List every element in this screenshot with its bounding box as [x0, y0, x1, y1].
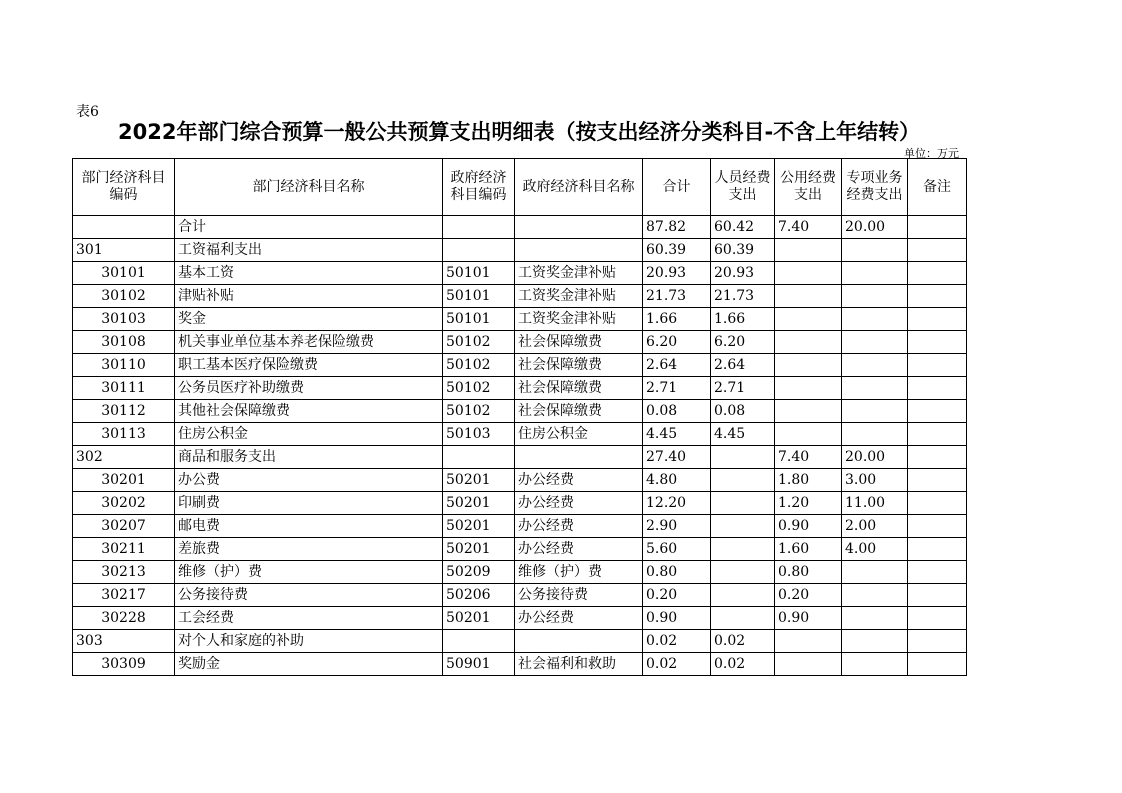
gov-name-cell: 工资奖金津补贴 — [515, 262, 643, 285]
total-cell: 0.20 — [643, 584, 711, 607]
total-cell: 0.02 — [643, 653, 711, 676]
expenditure-table — [72, 158, 967, 676]
header-total: 合计 — [643, 159, 711, 216]
special-cell: 2.00 — [842, 515, 908, 538]
public-cell — [775, 400, 842, 423]
gov-name-cell — [515, 239, 643, 262]
remark-cell — [908, 561, 967, 584]
gov-name-cell: 社会保障缴费 — [515, 331, 643, 354]
public-cell — [775, 262, 842, 285]
table-row — [73, 492, 967, 515]
remark-cell — [908, 285, 967, 308]
total-cell: 0.80 — [643, 561, 711, 584]
table-row — [73, 653, 967, 676]
dept-name-cell: 奖励金 — [175, 653, 443, 676]
header-gov-name: 政府经济科目名称 — [515, 159, 643, 216]
table-row — [73, 262, 967, 285]
gov-name-cell: 工资奖金津补贴 — [515, 308, 643, 331]
dept-name-cell: 奖金 — [175, 308, 443, 331]
dept-name-cell: 住房公积金 — [175, 423, 443, 446]
table-row — [73, 469, 967, 492]
special-cell — [842, 653, 908, 676]
table-row — [73, 354, 967, 377]
gov-code-cell: 50101 — [443, 308, 515, 331]
table-row — [73, 239, 967, 262]
personnel-cell: 20.93 — [711, 262, 775, 285]
table-row — [73, 561, 967, 584]
gov-code-cell: 50103 — [443, 423, 515, 446]
special-cell — [842, 607, 908, 630]
gov-code-cell: 50102 — [443, 331, 515, 354]
gov-name-cell — [515, 446, 643, 469]
gov-code-cell: 50201 — [443, 538, 515, 561]
total-cell: 0.08 — [643, 400, 711, 423]
special-cell — [842, 377, 908, 400]
remark-cell — [908, 607, 967, 630]
dept-name-cell: 公务接待费 — [175, 584, 443, 607]
header-dept-name: 部门经济科目名称 — [175, 159, 443, 216]
total-cell: 21.73 — [643, 285, 711, 308]
remark-cell — [908, 653, 967, 676]
dept-name-cell: 差旅费 — [175, 538, 443, 561]
special-cell — [842, 262, 908, 285]
special-cell: 20.00 — [842, 446, 908, 469]
header-row — [73, 159, 967, 216]
public-cell — [775, 354, 842, 377]
dept-code-cell: 30217 — [73, 584, 175, 607]
public-cell: 0.80 — [775, 561, 842, 584]
gov-code-cell: 50209 — [443, 561, 515, 584]
table-row — [73, 423, 967, 446]
personnel-cell: 60.42 — [711, 216, 775, 239]
dept-name-cell: 其他社会保障缴费 — [175, 400, 443, 423]
total-cell: 5.60 — [643, 538, 711, 561]
header-gov-code: 政府经济科目编码 — [443, 159, 515, 216]
dept-name-cell: 邮电费 — [175, 515, 443, 538]
public-cell: 0.20 — [775, 584, 842, 607]
table-row — [73, 331, 967, 354]
dept-code-cell: 30309 — [73, 653, 175, 676]
dept-code-cell: 30207 — [73, 515, 175, 538]
personnel-cell: 1.66 — [711, 308, 775, 331]
dept-name-cell: 工会经费 — [175, 607, 443, 630]
gov-name-cell: 社会保障缴费 — [515, 354, 643, 377]
remark-cell — [908, 354, 967, 377]
table-row — [73, 377, 967, 400]
special-cell — [842, 423, 908, 446]
total-cell: 27.40 — [643, 446, 711, 469]
public-cell — [775, 308, 842, 331]
public-cell: 1.80 — [775, 469, 842, 492]
special-cell: 11.00 — [842, 492, 908, 515]
special-cell — [842, 561, 908, 584]
personnel-cell: 2.71 — [711, 377, 775, 400]
dept-code-cell — [73, 216, 175, 239]
dept-code-cell: 30211 — [73, 538, 175, 561]
gov-code-cell — [443, 446, 515, 469]
special-cell — [842, 354, 908, 377]
dept-name-cell: 职工基本医疗保险缴费 — [175, 354, 443, 377]
public-cell — [775, 653, 842, 676]
public-cell: 0.90 — [775, 515, 842, 538]
unit-label: 单位：万元 — [904, 147, 959, 160]
gov-code-cell: 50201 — [443, 469, 515, 492]
personnel-cell: 60.39 — [711, 239, 775, 262]
gov-name-cell — [515, 630, 643, 653]
dept-code-cell: 30112 — [73, 400, 175, 423]
personnel-cell: 6.20 — [711, 331, 775, 354]
dept-code-cell: 30213 — [73, 561, 175, 584]
public-cell: 7.40 — [775, 446, 842, 469]
total-cell: 6.20 — [643, 331, 711, 354]
personnel-cell — [711, 469, 775, 492]
public-cell: 1.20 — [775, 492, 842, 515]
gov-code-cell: 50102 — [443, 354, 515, 377]
public-cell: 7.40 — [775, 216, 842, 239]
gov-name-cell: 办公经费 — [515, 492, 643, 515]
gov-code-cell: 50201 — [443, 515, 515, 538]
public-cell: 1.60 — [775, 538, 842, 561]
header-dept-code: 部门经济科目编码 — [73, 159, 175, 216]
table-row — [73, 538, 967, 561]
dept-code-cell: 30108 — [73, 331, 175, 354]
special-cell — [842, 308, 908, 331]
public-cell — [775, 285, 842, 308]
gov-name-cell: 办公经费 — [515, 607, 643, 630]
dept-code-cell: 30111 — [73, 377, 175, 400]
remark-cell — [908, 331, 967, 354]
gov-name-cell: 办公经费 — [515, 515, 643, 538]
special-cell — [842, 239, 908, 262]
dept-code-cell: 302 — [73, 446, 175, 469]
gov-name-cell: 办公经费 — [515, 538, 643, 561]
dept-name-cell: 工资福利支出 — [175, 239, 443, 262]
gov-code-cell: 50102 — [443, 377, 515, 400]
table-row — [73, 400, 967, 423]
table-label: 表6 — [76, 104, 99, 120]
table-row — [73, 216, 967, 239]
remark-cell — [908, 469, 967, 492]
gov-code-cell: 50101 — [443, 262, 515, 285]
personnel-cell: 0.02 — [711, 653, 775, 676]
table-row — [73, 308, 967, 331]
table-row — [73, 285, 967, 308]
public-cell — [775, 239, 842, 262]
personnel-cell — [711, 561, 775, 584]
header-personnel: 人员经费支出 — [711, 159, 775, 216]
table-row — [73, 607, 967, 630]
header-public: 公用经费支出 — [775, 159, 842, 216]
table-row — [73, 630, 967, 653]
remark-cell — [908, 515, 967, 538]
gov-name-cell: 公务接待费 — [515, 584, 643, 607]
header-remark: 备注 — [908, 159, 967, 216]
total-cell: 60.39 — [643, 239, 711, 262]
public-cell — [775, 331, 842, 354]
remark-cell — [908, 400, 967, 423]
dept-name-cell: 商品和服务支出 — [175, 446, 443, 469]
total-cell: 2.90 — [643, 515, 711, 538]
personnel-cell: 2.64 — [711, 354, 775, 377]
gov-code-cell: 50206 — [443, 584, 515, 607]
dept-code-cell: 303 — [73, 630, 175, 653]
remark-cell — [908, 216, 967, 239]
total-cell: 20.93 — [643, 262, 711, 285]
dept-name-cell: 津贴补贴 — [175, 285, 443, 308]
remark-cell — [908, 630, 967, 653]
personnel-cell — [711, 446, 775, 469]
total-cell: 4.80 — [643, 469, 711, 492]
special-cell — [842, 331, 908, 354]
personnel-cell: 0.02 — [711, 630, 775, 653]
dept-code-cell: 30202 — [73, 492, 175, 515]
special-cell — [842, 584, 908, 607]
special-cell: 20.00 — [842, 216, 908, 239]
personnel-cell — [711, 607, 775, 630]
personnel-cell — [711, 584, 775, 607]
total-cell: 4.45 — [643, 423, 711, 446]
special-cell — [842, 400, 908, 423]
table-row — [73, 446, 967, 469]
total-cell: 87.82 — [643, 216, 711, 239]
page-title: 2022年部门综合预算一般公共预算支出明细表（按支出经济分类科目-不含上年结转） — [118, 120, 921, 144]
remark-cell — [908, 377, 967, 400]
gov-name-cell: 维修（护）费 — [515, 561, 643, 584]
dept-code-cell: 30113 — [73, 423, 175, 446]
public-cell — [775, 377, 842, 400]
gov-code-cell — [443, 239, 515, 262]
gov-code-cell: 50201 — [443, 492, 515, 515]
public-cell: 0.90 — [775, 607, 842, 630]
dept-code-cell: 30228 — [73, 607, 175, 630]
total-cell: 2.64 — [643, 354, 711, 377]
gov-name-cell: 工资奖金津补贴 — [515, 285, 643, 308]
personnel-cell: 0.08 — [711, 400, 775, 423]
special-cell — [842, 285, 908, 308]
total-cell: 0.90 — [643, 607, 711, 630]
gov-name-cell: 社会保障缴费 — [515, 377, 643, 400]
gov-name-cell — [515, 216, 643, 239]
remark-cell — [908, 584, 967, 607]
dept-code-cell: 301 — [73, 239, 175, 262]
gov-name-cell: 社会保障缴费 — [515, 400, 643, 423]
dept-name-cell: 合计 — [175, 216, 443, 239]
dept-name-cell: 对个人和家庭的补助 — [175, 630, 443, 653]
gov-name-cell: 办公经费 — [515, 469, 643, 492]
dept-name-cell: 印刷费 — [175, 492, 443, 515]
total-cell: 1.66 — [643, 308, 711, 331]
remark-cell — [908, 492, 967, 515]
personnel-cell — [711, 515, 775, 538]
total-cell: 0.02 — [643, 630, 711, 653]
table-row — [73, 584, 967, 607]
total-cell: 12.20 — [643, 492, 711, 515]
dept-code-cell: 30102 — [73, 285, 175, 308]
dept-name-cell: 基本工资 — [175, 262, 443, 285]
gov-code-cell: 50101 — [443, 285, 515, 308]
total-cell: 2.71 — [643, 377, 711, 400]
gov-code-cell — [443, 630, 515, 653]
personnel-cell — [711, 538, 775, 561]
dept-name-cell: 维修（护）费 — [175, 561, 443, 584]
personnel-cell: 21.73 — [711, 285, 775, 308]
personnel-cell: 4.45 — [711, 423, 775, 446]
special-cell: 4.00 — [842, 538, 908, 561]
gov-code-cell: 50901 — [443, 653, 515, 676]
remark-cell — [908, 239, 967, 262]
header-special: 专项业务经费支出 — [842, 159, 908, 216]
remark-cell — [908, 262, 967, 285]
special-cell — [842, 630, 908, 653]
gov-name-cell: 社会福利和救助 — [515, 653, 643, 676]
gov-code-cell — [443, 216, 515, 239]
public-cell — [775, 423, 842, 446]
special-cell: 3.00 — [842, 469, 908, 492]
dept-code-cell: 30201 — [73, 469, 175, 492]
dept-name-cell: 办公费 — [175, 469, 443, 492]
gov-code-cell: 50102 — [443, 400, 515, 423]
dept-name-cell: 机关事业单位基本养老保险缴费 — [175, 331, 443, 354]
dept-code-cell: 30103 — [73, 308, 175, 331]
gov-code-cell: 50201 — [443, 607, 515, 630]
remark-cell — [908, 446, 967, 469]
remark-cell — [908, 538, 967, 561]
table-row — [73, 515, 967, 538]
dept-name-cell: 公务员医疗补助缴费 — [175, 377, 443, 400]
personnel-cell — [711, 492, 775, 515]
gov-name-cell: 住房公积金 — [515, 423, 643, 446]
dept-code-cell: 30101 — [73, 262, 175, 285]
dept-code-cell: 30110 — [73, 354, 175, 377]
public-cell — [775, 630, 842, 653]
remark-cell — [908, 423, 967, 446]
remark-cell — [908, 308, 967, 331]
